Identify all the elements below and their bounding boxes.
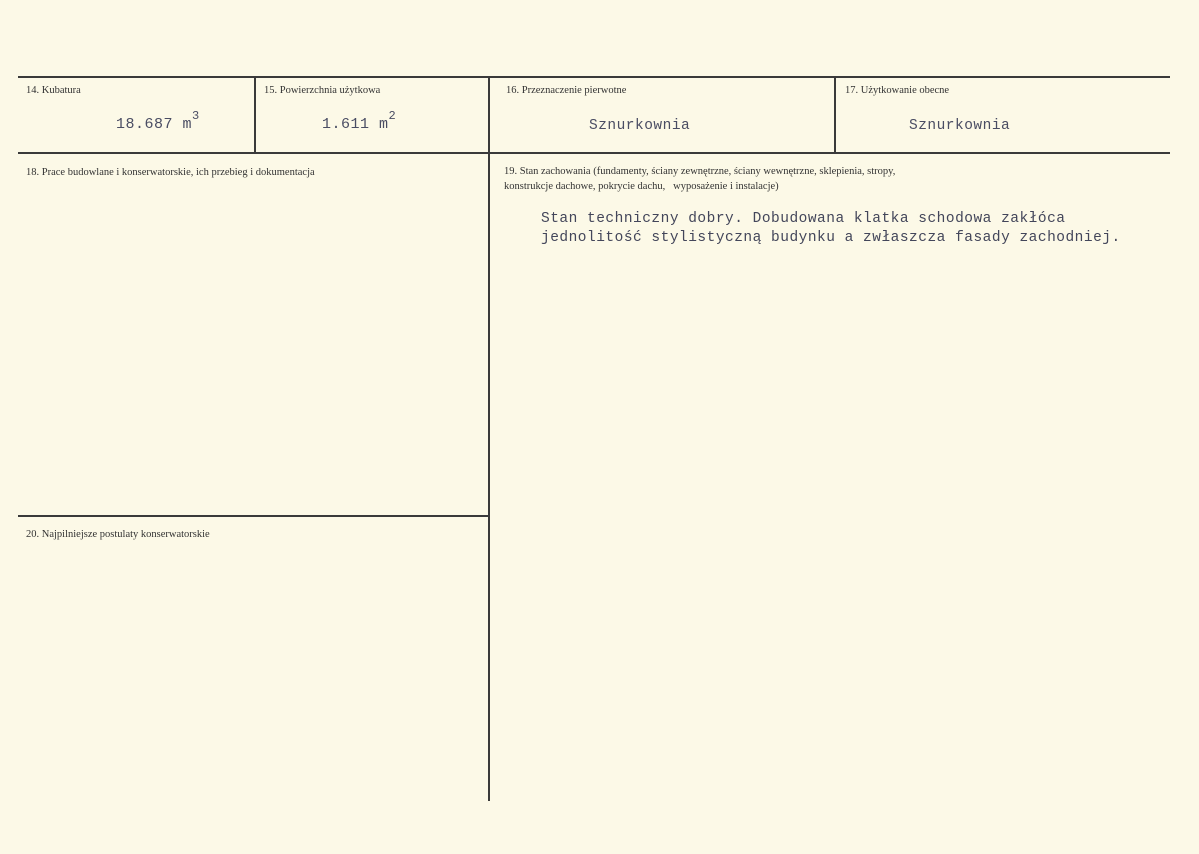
- field-19-text-line2: jednolitość stylistyczną budynku a zwłaszcza fasady zachodniej.: [541, 230, 1121, 246]
- field-19-label-line1: 19. Stan zachowania (fundamenty, ściany zewnętrzne, ściany wewnętrzne, sklepienia, stropy,: [504, 166, 896, 177]
- field-14-label: 14. Kubatura: [26, 85, 81, 96]
- field-20-label: 20. Najpilniejsze postulaty konserwatorskie: [26, 529, 210, 540]
- top-rule: [18, 76, 1170, 78]
- field-16-value: Sznurkownia: [589, 118, 691, 134]
- field-15-value: 1.611 $m^2$: [322, 109, 397, 133]
- divider-16-17: [834, 77, 836, 153]
- field-18-label: 18. Prace budowlane i konserwatorskie, ich przebieg i dokumentacja: [26, 167, 315, 178]
- field-14-unit-exponent: 3: [192, 109, 200, 123]
- field-17-value: Sznurkownia: [909, 118, 1011, 134]
- field-17-label: 17. Użytkowanie obecne: [845, 85, 950, 96]
- field-16-label: 16. Przeznaczenie pierwotne: [506, 85, 627, 96]
- field-19-label-line2: konstrukcje dachowe, pokrycie dachu, wyposażenie i instalacje): [504, 181, 779, 192]
- divider-14-15: [254, 77, 256, 153]
- field-15-label: 15. Powierzchnia użytkowa: [264, 85, 381, 96]
- field-15-unit-exponent: 2: [388, 109, 397, 123]
- field20-rule: [18, 515, 488, 517]
- field-14-value: 18.687 $m^3$: [116, 109, 200, 133]
- main-divider: [488, 77, 490, 801]
- field-19-text-line1: Stan techniczny dobry. Dobudowana klatka schodowa zakłóca: [541, 211, 1066, 227]
- row-rule: [18, 152, 1170, 154]
